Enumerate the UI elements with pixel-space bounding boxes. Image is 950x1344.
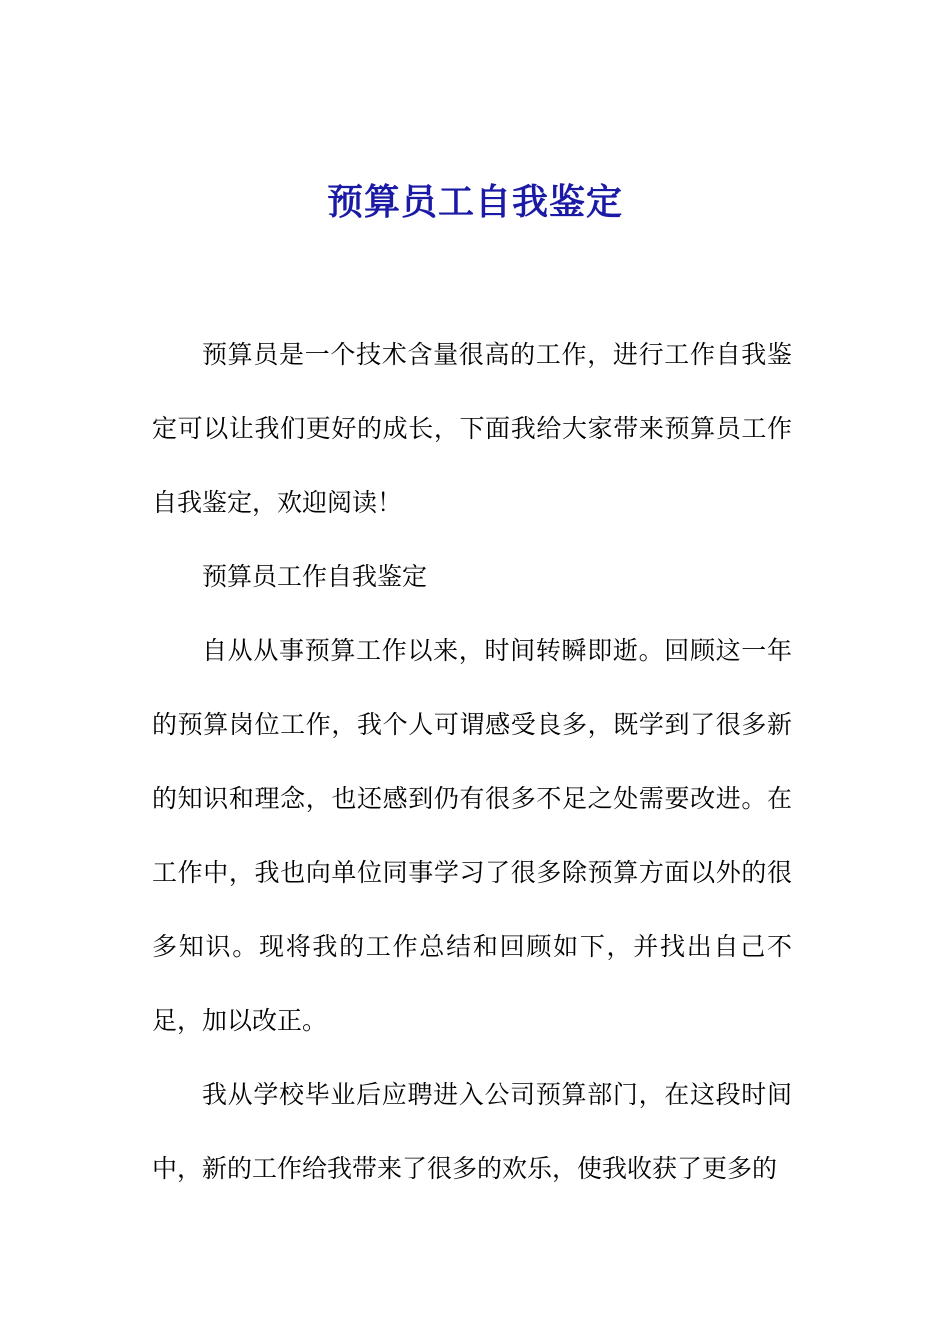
- paragraph-review: 自从从事预算工作以来，时间转瞬即逝。回顾这一年的预算岗位工作，我个人可谓感受良多，既学到了很多新的知识和理念，也还感到仍有很多不足之处需要改进。在工作中，我也向单位同事学习了很多除预算方面以外的很多知识。现将我的工作总结和回顾如下，并找出自己不足，加以改正。: [152, 636, 792, 1035]
- paragraph-subheading: 预算员工作自我鉴定: [202, 562, 428, 591]
- document-title: 预算员工自我鉴定: [326, 181, 623, 223]
- paragraph-intro: 预算员是一个技术含量很高的工作，进行工作自我鉴定可以让我们更好的成长，下面我给大家带来预算员工作自我鉴定，欢迎阅读！: [152, 340, 792, 517]
- paragraph-career: 我从学校毕业后应聘进入公司预算部门，在这段时间中，新的工作给我带来了很多的欢乐，使我收获了更多的: [152, 1080, 792, 1183]
- document-body: [152, 318, 792, 1206]
